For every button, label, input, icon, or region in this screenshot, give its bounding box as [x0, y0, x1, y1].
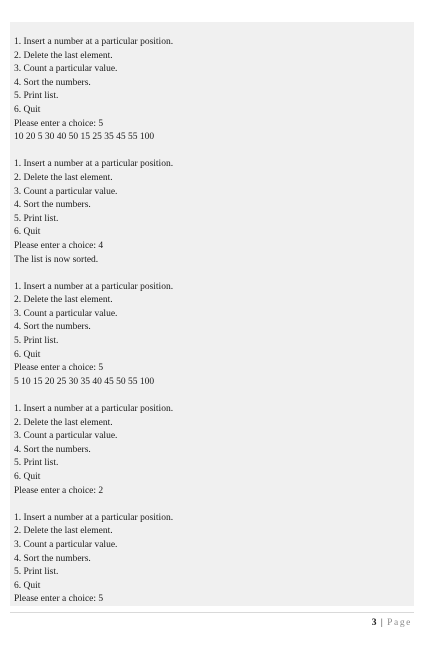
menu-option-line: 3. Count a particular value. — [14, 186, 118, 197]
menu-option-line: 4. Sort the numbers. — [14, 200, 91, 211]
choice-prompt-line: Please enter a choice: 5 — [14, 594, 104, 605]
footer-divider — [10, 612, 414, 613]
menu-option-line: 2. Delete the last element. — [14, 526, 113, 537]
menu-option-line: 1. Insert a number at a particular position. — [14, 37, 174, 47]
menu-option-line: 1. Insert a number at a particular position. — [14, 404, 174, 415]
menu-session-block — [14, 158, 414, 267]
menu-option-line: 3. Count a particular value. — [14, 539, 118, 550]
menu-option-line: 5. Print list. — [14, 91, 59, 102]
menu-option-line: 2. Delete the last element. — [14, 172, 113, 183]
program-output-line: 5 10 15 20 25 30 35 40 45 50 55 100 — [14, 376, 155, 387]
program-output-line: The list is now sorted. — [14, 254, 99, 265]
menu-option-line: 6. Quit — [14, 580, 41, 591]
menu-option-line: 4. Sort the numbers. — [14, 553, 91, 564]
page-footer — [372, 618, 412, 628]
menu-option-line: 6. Quit — [14, 227, 41, 238]
menu-option-line: 1. Insert a number at a particular position. — [14, 512, 174, 523]
menu-option-line: 2. Delete the last element. — [14, 50, 113, 61]
menu-option-line: 2. Delete the last element. — [14, 295, 113, 306]
menu-option-line: 5. Print list. — [14, 458, 59, 469]
console-transcript — [14, 36, 414, 606]
program-output-line: 10 20 5 30 40 50 15 25 35 45 55 100 — [14, 132, 155, 143]
menu-session-block — [14, 36, 414, 145]
menu-option-line: 3. Count a particular value. — [14, 64, 118, 75]
menu-option-line: 4. Sort the numbers. — [14, 322, 91, 333]
menu-option-line: 1. Insert a number at a particular position. — [14, 281, 174, 292]
menu-option-line: 5. Print list. — [14, 336, 59, 347]
menu-session-block — [14, 403, 414, 498]
menu-option-line: 6. Quit — [14, 349, 41, 360]
menu-option-line: 5. Print list. — [14, 213, 59, 224]
choice-prompt-line: Please enter a choice: 5 — [14, 118, 104, 129]
menu-option-line: 4. Sort the numbers. — [14, 444, 91, 455]
menu-option-line: 1. Insert a number at a particular position. — [14, 159, 174, 170]
page-label: Page — [387, 618, 412, 628]
menu-option-line: 2. Delete the last element. — [14, 417, 113, 428]
choice-prompt-line: Please enter a choice: 5 — [14, 363, 104, 374]
choice-prompt-line: Please enter a choice: 2 — [14, 485, 104, 496]
menu-option-line: 6. Quit — [14, 104, 41, 115]
menu-session-block — [14, 512, 414, 606]
page-number: 3 — [371, 618, 377, 628]
menu-option-line: 3. Count a particular value. — [14, 308, 118, 319]
page-separator: | — [380, 618, 383, 628]
choice-prompt-line: Please enter a choice: 4 — [14, 240, 104, 251]
menu-session-block — [14, 281, 414, 390]
menu-option-line: 3. Count a particular value. — [14, 431, 118, 442]
menu-option-line: 4. Sort the numbers. — [14, 77, 91, 88]
menu-option-line: 6. Quit — [14, 472, 41, 482]
menu-option-line: 5. Print list. — [14, 567, 59, 578]
console-output-panel — [10, 22, 414, 606]
